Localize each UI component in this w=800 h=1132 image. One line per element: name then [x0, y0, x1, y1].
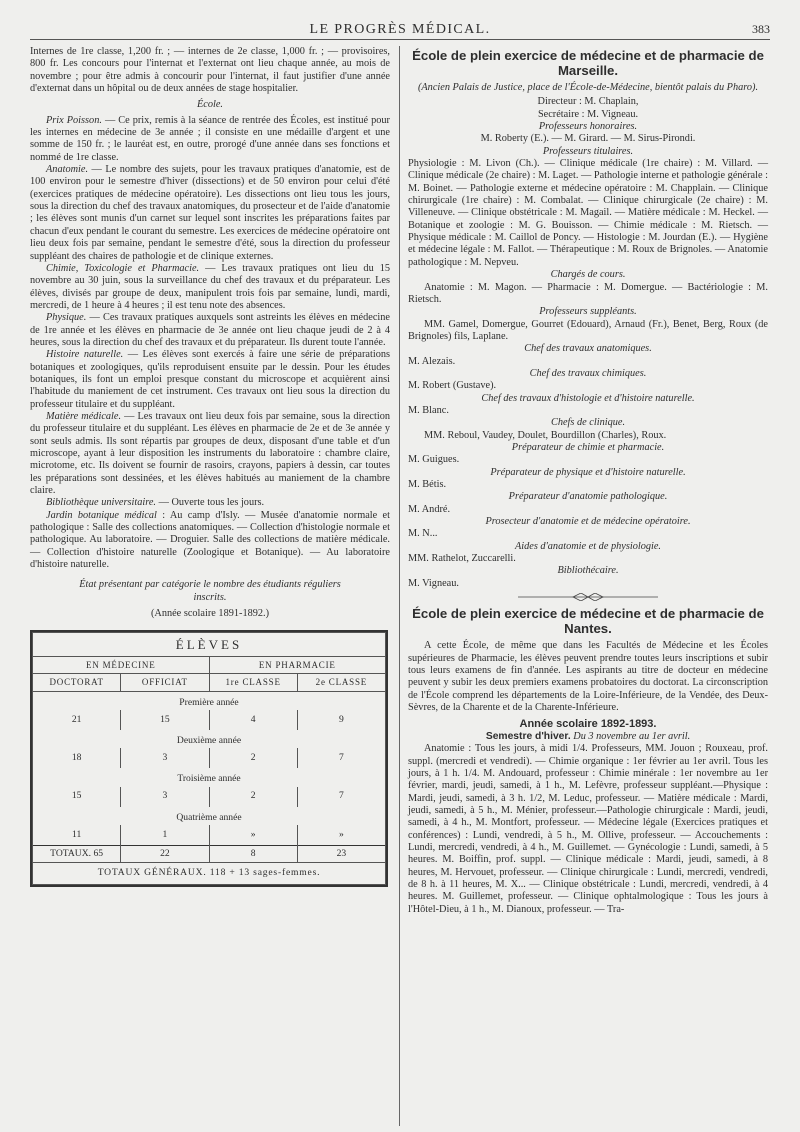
col-deuxieme-classe: 2e CLASSE: [297, 674, 385, 691]
matiere-paragraph: [30, 411, 390, 497]
totals-cell-doctorat: [33, 845, 121, 862]
group-medecine: EN MÉDECINE: [33, 656, 210, 673]
header-rule: [30, 39, 770, 40]
year-label: Quatrième année: [33, 807, 386, 825]
table-cell: 2: [209, 748, 297, 768]
right-column: [408, 46, 768, 916]
chefs-clinique: MM. Reboul, Vaudey, Doulet, Bourdillon (Charles), Roux.: [424, 429, 667, 441]
page-number: 383: [752, 22, 770, 36]
prof-honoraires: M. Roberty (E.). — M. Girard. — M. Sirus-Pirondi.: [480, 133, 696, 145]
totals-value: 22: [121, 845, 209, 862]
prosecteur-heading: Prosecteur d'anatomie et de médecine opératoire.: [485, 516, 691, 528]
prep-physique: M. Bétis.: [408, 479, 447, 490]
chefs-clinique-heading: Chefs de clinique.: [550, 417, 626, 429]
totals-row: [33, 845, 386, 862]
chef-anatomie: M. Alezais.: [408, 355, 456, 367]
prosecteur: M. N...: [408, 528, 438, 540]
table-row: [33, 787, 386, 807]
charges-heading: Chargés de cours.: [550, 269, 626, 281]
prof-titulaires: Physiologie : M. Livon (Ch.). — Clinique médicale (1re chaire) : M. Villard. — Clinique médicale (2e chaire) : M. Laget. — Pathologie interne et pathologie générale : M. Boinet. — Pathologie externe et médecine opératoire : M. Chapplain. — Clinique chirurgicale (1re chaire) : M. Combalat. — Clinique chirurgicale (2e chaire) : M. Villeneuve. — Clinique obstétricale : M. Magail. — Matière médicale : M. Heckel. — Botanique et zoologie : M. G. Bouisson. — Chimie médicale : M. Rietsch. — Physique médicale : M. Caillol de Poncy. — Histologie : M. Jourdan (E.). — Hygiène et médecine légale : M. Fallot. — Thérapeutique : M. Roux de Brignoles. — Anatomie pathologique : M. Nepveu.: [408, 158, 768, 268]
charges-de-cours: Anatomie : M. Magon. — Pharmacie : M. Domergue. — Bactériologie : M. Rietsch.: [408, 281, 768, 305]
prep-physique-heading: Préparateur de physique et d'histoire naturelle.: [490, 466, 686, 478]
jardin-text: : Au camp d'Isly. — Musée d'anatomie normale et pathologique : Salle des collections anatomiques. — Collection d'histologie normale et pathologique. Au laboratoire. — Droguier. Salle des collections de matière médicale. — Collection d'histoire naturelle (Zoologique et Botanique). — Au laboratoire d'histoire naturelle.: [30, 509, 390, 571]
bibliothecaire-heading: Bibliothécaire.: [557, 565, 619, 577]
chef-chimie: M. Robert (Gustave).: [408, 380, 497, 392]
anatomie-label: Anatomie.: [46, 164, 89, 176]
physique-paragraph: [30, 312, 390, 349]
year-label: Deuxième année: [33, 730, 386, 748]
jardin-paragraph: [30, 510, 390, 572]
chimie-paragraph: [30, 263, 390, 312]
column-divider: [399, 46, 400, 1126]
prof-titulaires-heading: Professeurs titulaires.: [542, 145, 634, 157]
nantes-paragraph: A cette École, de même que dans les Facultés de Médecine et les Écoles supérieures de Pharmacie, les élèves peuvent prendre toutes leurs inscriptions et subir tous leurs examens de fin d'année. Les aspirants au titre de docteur en médecine peuvent y subir les deux premiers examens probatoires du doctorat. La circonscription de l'École comprend les départements de la Loire-Inférieure, de la Vendée, des Deux-Sèvres, de la Charente et de la Charente-Inférieure.: [408, 640, 768, 714]
table-cell: 15: [121, 710, 209, 730]
chef-histologie-heading: Chef des travaux d'histologie et d'histoire naturelle.: [481, 392, 695, 404]
matiere-text: — Les travaux ont lieu deux fois par semaine, sous la direction du professeur titulaire et du suppléant. Les élèves en pharmacie de 2e et de 3e année y sont seuls admis. Ils sont répartis par groupes de deux, disposant d'une table et d'un microscope, ayant à leur disposition les instruments du laboratoire : chambre claire, microtome, etc. Ils doivent se fournir de rasoirs, crayons, papiers à dessin, car toutes les préparations sont dessinées, et les élèves habitués au maniement de la chambre claire.: [30, 410, 390, 497]
table-cell: 4: [209, 710, 297, 730]
anatomie-text: — Le nombre des sujets, pour les travaux pratiques d'anatomie, est de 100 environ pour le semestre d'hiver (dissections) et de 50 environ pour celui d'été (exercices pratiques de médecine opératoire). Les dissections ont lieu tous les jours, sous la direction du chef des travaux anatomiques, du prosecteur et de l'aide d'anatomie ; les élèves sont munis d'un carnet sur lequel sont inscrites les préparations faites par chacun d'eux pendant le courant du semestre. Les exercices de médecine opératoire ont lieu deux fois par semaine, pendant le semestre d'été, sous la direction du professeur suppléant des chaires de pathologie et de clinique externes.: [30, 164, 390, 262]
suppleants: MM. Gamel, Domergue, Gourret (Edouard), Arnaud (Fr.), Benet, Berg, Roux (de Brignoles) fils, Laplane.: [408, 318, 768, 342]
table-row: [33, 825, 386, 846]
table-cell: 7: [297, 748, 385, 768]
physique-text: — Ces travaux pratiques auxquels sont astreints les élèves en médecine de 1re année et les élèves en pharmacie de 3e année ont lieu chaque jeudi de 2 à 4 heures, sous la direction du chef des travaux et du préparateur. Ils durent toute l'année.: [30, 312, 390, 348]
table-cell: 2: [209, 787, 297, 807]
table-caption: ÉLÈVES: [33, 633, 386, 656]
col-doctorat: DOCTORAT: [33, 674, 121, 691]
students-table: [30, 630, 388, 886]
table-cell: 9: [297, 710, 385, 730]
nantes-courses: Anatomie : Tous les jours, à midi 1/4. Professeurs, MM. Jouon ; Rouxeau, prof. suppl. (mercredi et vendredi). — Chimie organique : 1er février au 1er avril. Tous les jours, à 1 h. 1/4. M. Andouard, professeur : Chimie minérale : 1er novembre au 1er février, mardi, jeudi, samedi, à 1 h., M. Lefèvre, professeur suppléant.—Physique : Mardi, jeudi, samedi, à 3 h. 1/2, M. Leduc, professeur. — Matière médicale : Mardi, jeudi, samedi, à 5 h., M. Ménier, professeur.—Pathologie chirurgicale : Mardi, jeudi, samedi, à 4 h., M. Montfort, professeur. — Médecine légale (Exercices pratiques et conférences) : Lundi, vendredi, à 5 h., M. Ollive, professeur. — Accouchements : Lundi, mercredi, vendredi, à 4 h., M. Guillemet. — Gynécologie : Lundi, samedi, à 5 heures. M. Boiffin, prof. suppl. — Clinique médicale : Mardi, jeudi, samedi, à 8 heures, M. Hervouet, professeur. — Clinique chirurgicale : Lundi, mercredi, vendredi, de 8 h. à 11 heures, M. X... — Clinique obstétricale : Lundi, mercredi, vendredi, à 4 heures. M. Guillemet, professeur. — Clinique ophtalmologique : Tous les jours à l'Hôtel-Dieu, à 1 h., M. Dianoux, professeur. — Tra-: [408, 743, 768, 915]
histoire-label: Histoire naturelle.: [46, 349, 124, 361]
bibliothecaire: M. Vigneau.: [408, 577, 459, 589]
table-cell: 3: [121, 787, 209, 807]
grand-total: TOTAUX GÉNÉRAUX. 118 + 13 sages-femmes.: [33, 863, 386, 884]
chef-chimie-heading: Chef des travaux chimiques.: [529, 367, 647, 379]
prep-anatomie-heading: Préparateur d'anatomie pathologique.: [508, 491, 668, 503]
suppleants-heading: Professeurs suppléants.: [539, 306, 637, 318]
prep-chimie: M. Guigues.: [408, 454, 460, 466]
totals-value: 23: [297, 845, 385, 862]
year-label: Première année: [33, 691, 386, 710]
ornament-divider: [408, 592, 768, 604]
year-label: Troisième année: [33, 768, 386, 786]
marseille-address: (Ancien Palais de Justice, place de l'École-de-Médecine, bientôt palais du Pharo).: [417, 82, 759, 93]
left-column: [30, 46, 390, 887]
biblio-text: — Ouverte tous les jours.: [156, 497, 265, 509]
table-cell: 7: [297, 787, 385, 807]
table-cell: »: [297, 825, 385, 846]
prix-poisson-paragraph: [30, 115, 390, 164]
chef-anatomie-heading: Chef des travaux anatomiques.: [524, 343, 652, 355]
jardin-label: Jardin botanique médical: [46, 509, 157, 521]
chimie-label: Chimie, Toxicologie et Pharmacie.: [46, 262, 200, 274]
anatomie-paragraph: [30, 164, 390, 263]
table-cell: 3: [121, 748, 209, 768]
semester-dates: Du 3 novembre au 1er avril.: [570, 730, 691, 742]
prep-chimie-heading: Préparateur de chimie et pharmacie.: [511, 441, 665, 453]
prix-text: — Ce prix, remis à la séance de rentrée des Écoles, est institué pour les internes en médecine de 3e année ; il consiste en une médaille d'argent et une somme de 150 fr. ; le lauréat est, en outre, prorogé d'une année dans ses fonctions et nommé de 1re classe.: [30, 114, 390, 163]
secretaire-line: Secrétaire : M. Vigneau.: [537, 108, 639, 120]
histoire-paragraph: [30, 349, 390, 411]
etat-year: (Année scolaire 1891-1892.): [150, 608, 270, 620]
internes-paragraph: Internes de 1re classe, 1,200 fr. ; — internes de 2e classe, 1,000 fr. ; — provisoires, 800 fr. Les concours pour l'internat et l'externat ont lieu chaque année, au mois de novembre ; pour être admis à concourir pour l'internat, il faut justifier d'une année d'externat dans un hôpital ou de deux années de stage hospitalier.: [30, 46, 390, 95]
prep-anatomie: M. André.: [408, 503, 451, 515]
ornament-svg: [518, 593, 658, 601]
nantes-year: Année scolaire 1892-1893.: [519, 717, 657, 730]
semester-label: Semestre d'hiver.: [485, 730, 571, 742]
chef-histologie: M. Blanc.: [408, 404, 449, 416]
journal-title: LE PROGRÈS MÉDICAL.: [309, 22, 491, 37]
nantes-semester: [408, 731, 768, 743]
col-officiat: OFFICIAT: [121, 674, 209, 691]
totals-value: 65: [93, 847, 104, 859]
table-row: [33, 710, 386, 730]
histoire-text: — Les élèves sont exercés à faire une série de préparations botaniques et zoologiques, qu'ils reproduisent ensuite par le dessin. Pour les études botaniques, ils font un emploi presque constant du microscope et acquièrent ainsi l'habitude du maniement de cet instrument. Ces travaux ont lieu sous la direction du professeur titulaire et du suppléant.: [30, 349, 391, 410]
table-row: [33, 748, 386, 768]
table-cell: 1: [121, 825, 209, 846]
nantes-title: École de plein exercice de médecine et de pharmacie de Nantes.: [412, 606, 764, 637]
page-header: [0, 0, 800, 40]
aides-heading: Aides d'anatomie et de physiologie.: [514, 540, 662, 552]
marseille-title: École de plein exercice de médecine et de pharmacie de Marseille.: [412, 48, 764, 78]
table-cell: 11: [33, 825, 121, 846]
table-cell: 21: [33, 710, 121, 730]
ecole-heading: École.: [196, 99, 223, 111]
aides: MM. Rathelot, Zuccarelli.: [408, 553, 516, 565]
col-premiere-classe: 1re CLASSE: [209, 674, 297, 691]
bibliotheque-paragraph: [30, 497, 390, 509]
physique-label: Physique.: [46, 312, 87, 324]
etat-title: État présentant par catégorie le nombre des étudiants réguliers inscrits.: [79, 579, 341, 603]
directeur-line: Directeur : M. Chaplain,: [537, 96, 639, 108]
matiere-label: Matière médicale.: [46, 410, 122, 422]
chimie-text: — Les travaux pratiques ont lieu du 15 novembre au 30 juin, sous la surveillance du chef des travaux et du préparateur. Les élèves, divisés par groupe de deux, manipulent trois fois par semaine, lundi, mardi, mercredi, de 1 heure à 4 heures ; il est tenu note des absences.: [30, 262, 390, 311]
table-cell: »: [209, 825, 297, 846]
totals-value: 8: [209, 845, 297, 862]
prix-label: Prix Poisson.: [46, 114, 102, 126]
group-pharmacie: EN PHARMACIE: [209, 656, 386, 673]
biblio-label: Bibliothèque universitaire.: [46, 497, 157, 509]
totals-label: TOTAUX.: [50, 847, 92, 859]
prof-honoraires-heading: Professeurs honoraires.: [538, 121, 638, 133]
table-cell: 18: [33, 748, 121, 768]
table-cell: 15: [33, 787, 121, 807]
